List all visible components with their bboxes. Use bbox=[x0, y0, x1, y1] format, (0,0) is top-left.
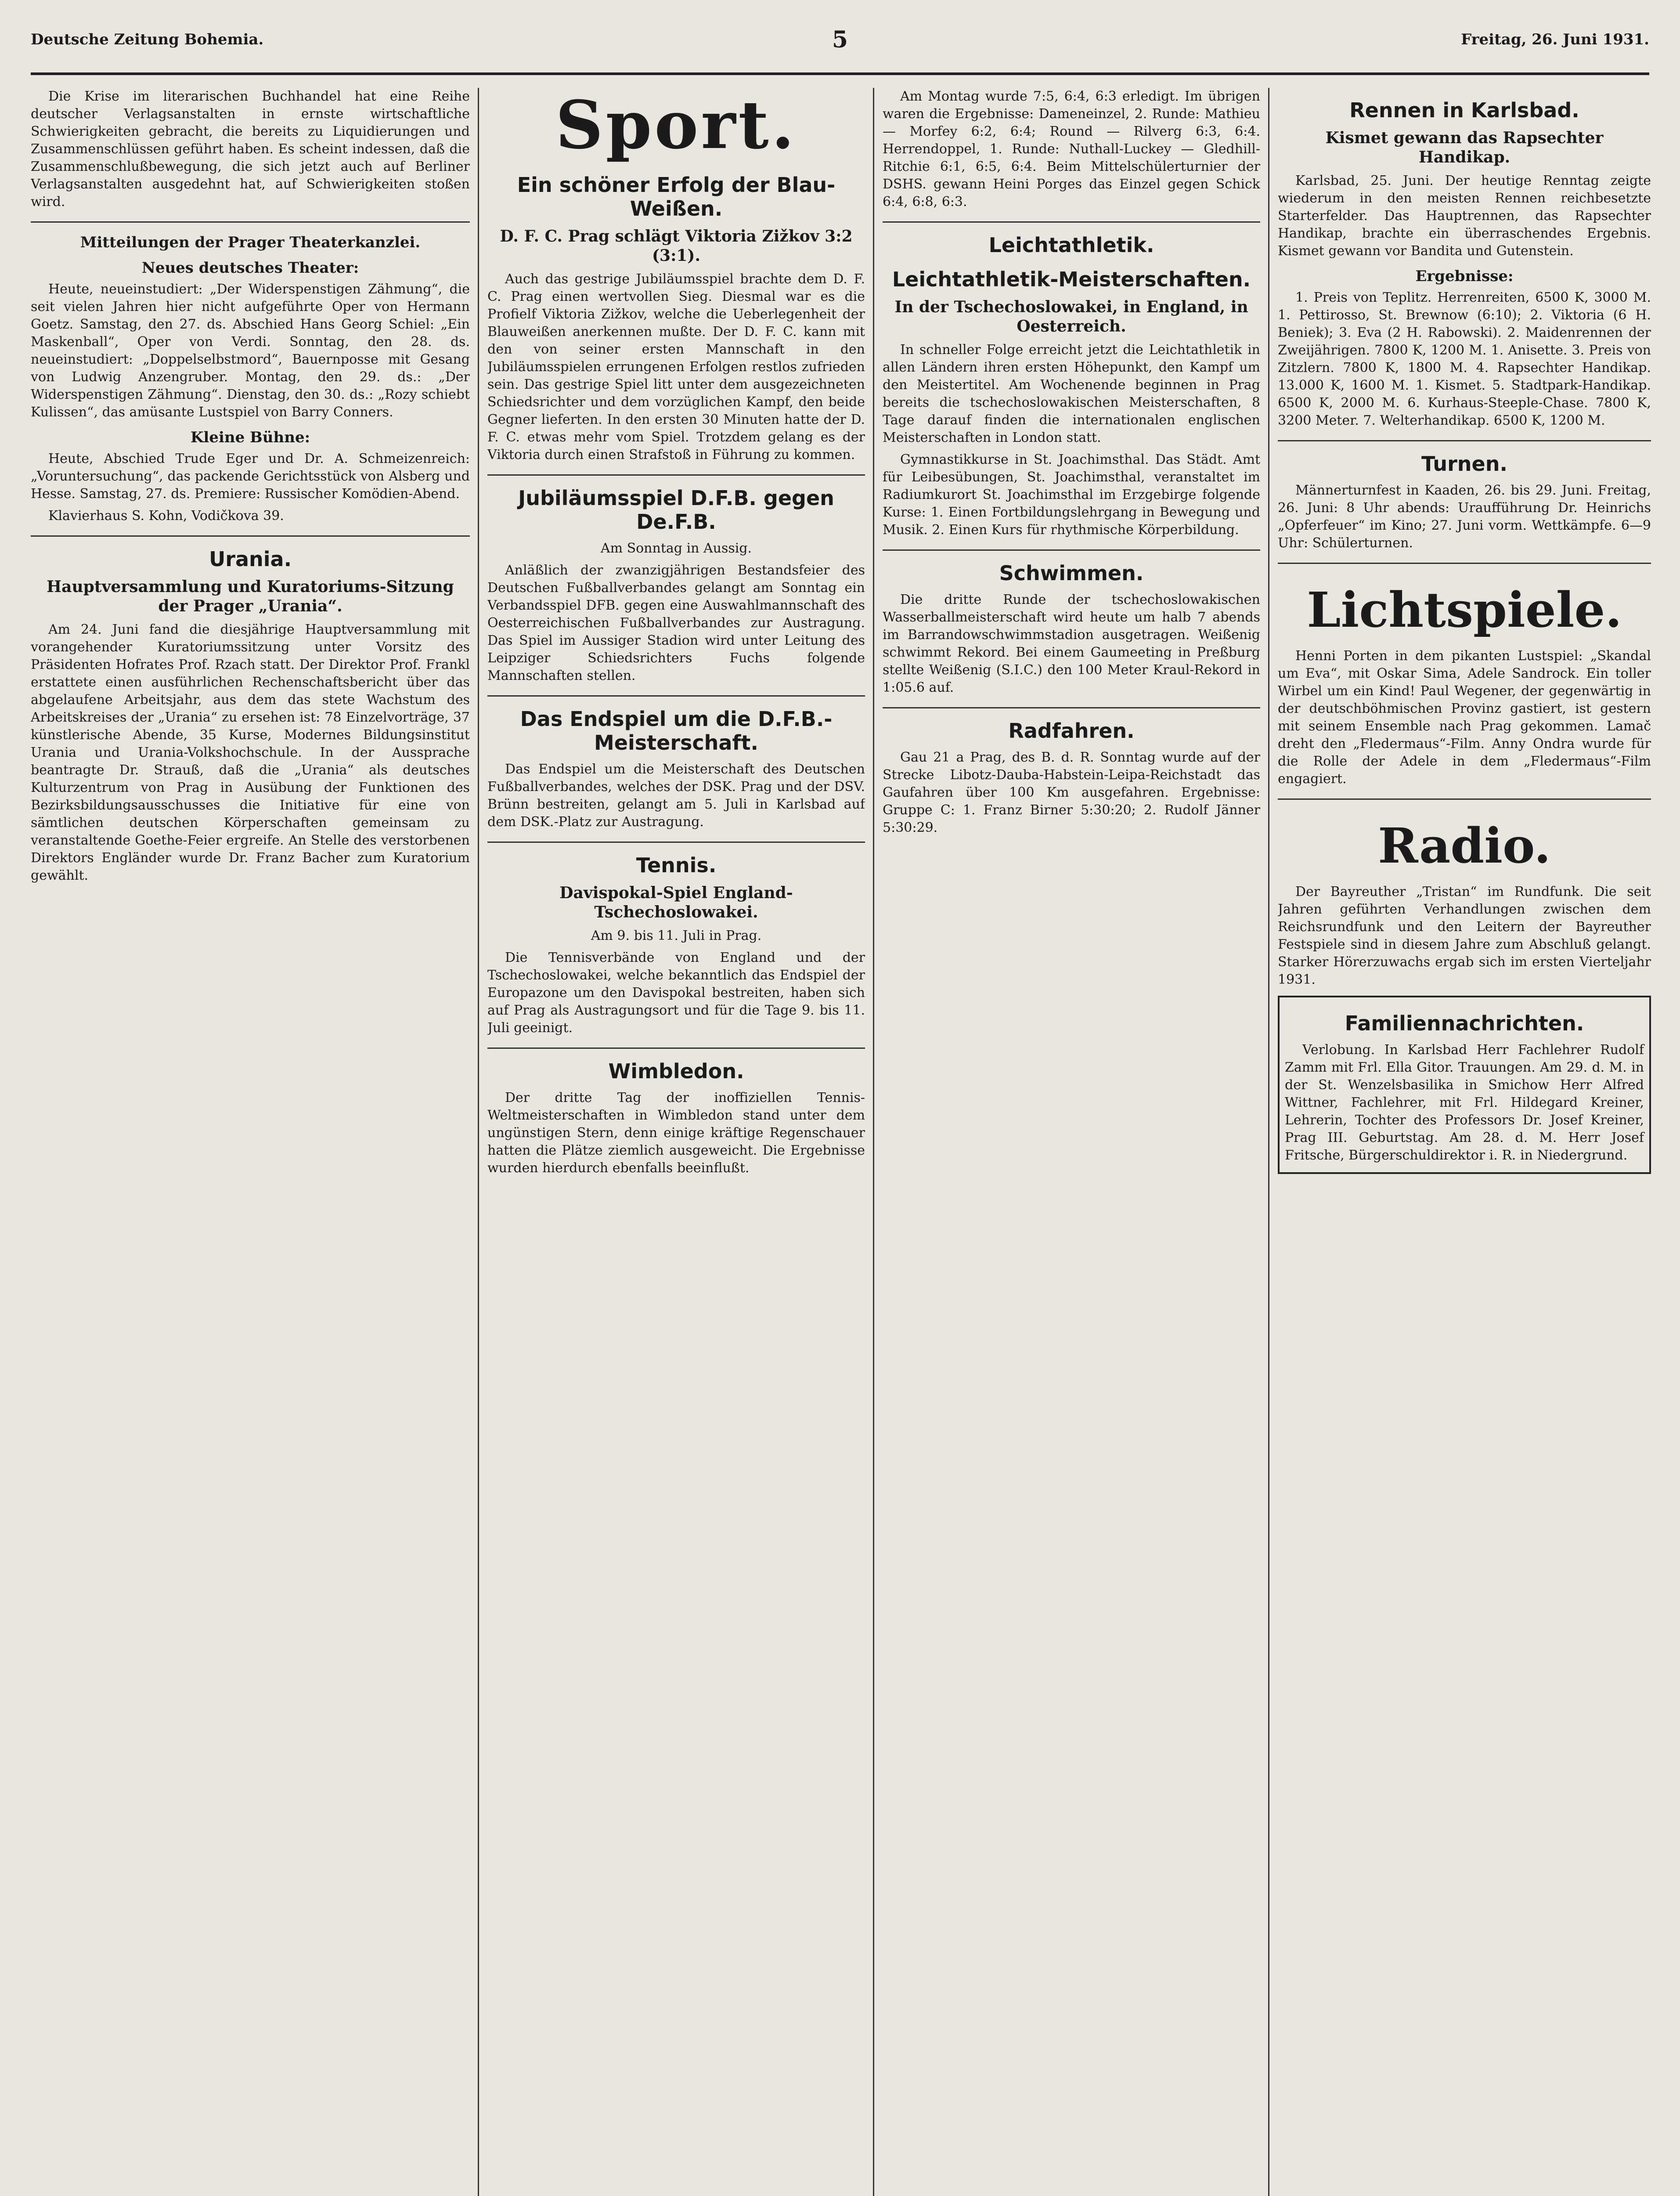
section-heading: Lichtspiele. bbox=[1307, 582, 1622, 638]
section-heading: Turnen. bbox=[1421, 452, 1507, 476]
section-heading: Leichtathletik. bbox=[988, 233, 1154, 257]
subheading: Kleine Bühne: bbox=[190, 429, 310, 446]
article-intro: Die Krise im literarischen Buchhandel hat eine Reihe deutscher Verlagsanstalten in ernste wirtschaftliche Schwierigkeiten gebracht, die bereits zu Liquidierungen und Zusammenschlüssen geführt haben. Es scheint indessen, daß die Zusammenschlußbewegung, die sich jetzt auch auf Berliner Verlagsanstalten ausgedehnt hat, auf Schwierigkeiten stoßen wird. bbox=[31, 89, 470, 209]
newspaper-title: Deutsche Zeitung Bohemia. bbox=[31, 31, 264, 48]
subheading: Am 9. bis 11. Juli in Prag. bbox=[591, 928, 762, 943]
sport-masthead: Sport. bbox=[555, 88, 797, 164]
subheading: Ergebnisse: bbox=[1415, 267, 1514, 285]
subheading: Davispokal-Spiel England-Tschechoslowakei. bbox=[559, 884, 793, 921]
article-text: Der Bayreuther „Tristan“ im Rundfunk. Die seit Jahren geführten Verhandlungen zwischen dem Reichsrundfunk und den Leitern der Bayreuther Festspiele sind in diesem Jahre zum Abschluß gelangt. Starker Hörerzuwachs ergab sich im ersten Vierteljahr 1931. bbox=[1278, 884, 1651, 987]
family-news-box bbox=[1278, 996, 1651, 1174]
column-1 bbox=[31, 88, 470, 2196]
divider bbox=[487, 474, 865, 476]
section-heading: Radio. bbox=[1378, 817, 1551, 874]
column-divider bbox=[1268, 88, 1269, 2196]
running-header bbox=[31, 26, 1649, 66]
column-2 bbox=[487, 88, 865, 2196]
divider bbox=[1278, 798, 1651, 800]
article-text: Die dritte Runde der tschechoslowakischen Wasserballmeisterschaft wird heute um halb 7 abends im Barrandowschwimmstadion ausgetragen. Weißenig schwimmt Rekord. Bei einem Gaumeeting in Preßburg stellte Weißenig (S.I.C.) den 100 Meter Kraul-Rekord in 1:05.6 auf. bbox=[883, 592, 1260, 695]
article-text: In schneller Folge erreicht jetzt die Leichtathletik in allen Ländern ihren ersten Höhepunkt, den Kampf um den Meistertitel. Am Wochenende beginnen in Prag bereits die tschechoslowakischen Meisterschaften, 8 Tage darauf finden die internationalen englischen Meisterschaften in London statt. bbox=[883, 342, 1260, 445]
article-text: Männerturnfest in Kaaden, 26. bis 29. Juni. Freitag, 26. Juni: 8 Uhr abends: Uraufführung Dr. Heinrichs „Opferfeuer“ im Kino; 27. Juni vorm. Wettkämpfe. 6—9 Uhr: Schülerturnen. bbox=[1278, 483, 1651, 551]
subheading: Neues deutsches Theater: bbox=[141, 259, 359, 277]
divider bbox=[487, 842, 865, 843]
section-heading: Radfahren. bbox=[1008, 719, 1135, 743]
headline: Leichtathletik-Meisterschaften. bbox=[892, 267, 1251, 291]
page-number: 5 bbox=[832, 26, 848, 53]
section-heading: Schwimmen. bbox=[999, 561, 1144, 585]
article-text: Heute, neueinstudiert: „Der Widerspenstigen Zähmung“, die seit vielen Jahren hier nicht aufgeführte Oper von Hermann Goetz. Samstag, den 27. ds. Abschied Hans Georg Schiel: „Ein Maskenball“, Oper von Verdi. Sonntag, den 28. ds. neueinstudiert: „Doppelselbstmord“, Bauernposse mit Gesang von Ludwig Anzengruber. Montag, den 29. ds.: „Der Widerspenstigen Zähmung“. Dienstag, den 30. ds.: „Rozy schiebt Kulissen“, das amüsante Lustspiel von Barry Conners. bbox=[31, 282, 470, 420]
divider bbox=[31, 221, 470, 223]
subheading: In der Tschechoslowakei, in England, in Oesterreich. bbox=[894, 298, 1248, 336]
divider bbox=[1278, 440, 1651, 441]
section-heading: Rennen in Karlsbad. bbox=[1349, 98, 1579, 122]
subheading: Hauptversammlung und Kuratoriums-Sitzung der Prager „Urania“. bbox=[47, 578, 454, 615]
divider bbox=[487, 1047, 865, 1049]
issue-date: Freitag, 26. Juni 1931. bbox=[1461, 31, 1649, 48]
article-text: Gau 21 a Prag, des B. d. R. Sonntag wurde auf der Strecke Libotz-Dauba-Habstein-Leipa-Reichstadt das Gaufahren über 100 Km ausgefahren. Ergebnisse: Gruppe C: 1. Franz Birner 5:30:20; 2. Rudolf Jänner 5:30:29. bbox=[883, 750, 1260, 835]
header-rule bbox=[31, 72, 1649, 75]
subheading: D. F. C. Prag schlägt Viktoria Zižkov 3:2 (3:1). bbox=[500, 227, 853, 265]
article-text: Gymnastikkurse in St. Joachimsthal. Das Städt. Amt für Leibesübungen, St. Joachimsthal, veranstaltet im Radiumkurort St. Joachimsthal im Erzgebirge folgende Kurse: 1. Einen Fortbildungslehrgang in Bewegung und Musik. 2. Einen Kurs für rhythmische Körperbildung. bbox=[883, 452, 1260, 538]
article-text: Auch das gestrige Jubiläumsspiel brachte dem D. F. C. Prag einen wertvollen Sieg. Diesmal war es die Profielf Viktoria Zižkov, welche die Ueberlegenheit der Blauweißen anerkennen mußte. Der D. F. C. kann mit den von seiner ersten Mannschaft in den Jubiläumsspielen errungenen Erfolgen restlos zufrieden sein. Das gestrige Spiel litt unter dem ausgezeichneten Schiedsrichter und dem vorzüglichen Kampf, den beide Gegner lieferten. In den ersten 30 Minuten hatte der D. F. C. etwas mehr vom Spiel. Trotzdem gelang es der Viktoria durch einen Strafstoß in Führung zu kommen. bbox=[487, 271, 865, 462]
divider bbox=[31, 535, 470, 537]
article-text: Verlobung. In Karlsbad Herr Fachlehrer Rudolf Zamm mit Frl. Ella Gitor. Trauungen. Am 29. d. M. in der St. Wenzelsbasilika in Smichow Herr Alfred Wittner, Fachlehrer, mit Frl. Hildegard Kreiner, Lehrerin, Tochter des Professors Dr. Josef Kreiner, Prag III. Geburtstag. Am 28. d. M. Herr Josef Fritsche, Bürgerschuldirektor i. R. in Niedergrund. bbox=[1285, 1042, 1644, 1163]
section-heading: Urania. bbox=[209, 547, 292, 571]
column-3 bbox=[883, 88, 1260, 2196]
article-text: Anläßlich der zwanzigjährigen Bestandsfeier des Deutschen Fußballverbandes gelangt am Sonntag ein Verbandsspiel DFB. gegen eine Auswahlmannschaft des Oesterreichischen Fußballverbandes zur Austragung. Das Spiel im Aussiger Stadion wird unter Leitung des Leipziger Schiedsrichters Fuchs folgende Mannschaften stellen. bbox=[487, 563, 865, 683]
article-text: Am Montag wurde 7:5, 6:4, 6:3 erledigt. Im übrigen waren die Ergebnisse: Dameneinzel, 2. Runde: Mathieu — Morfey 6:2, 6:4; Round — Rilverg 6:3, 6:4. Herrendoppel, 1. Runde: Nuthall-Luckey — Gledhill-Ritchie 6:1, 6:5, 6:4. Beim Mittelschülerturnier der DSHS. gewann Heini Porges das Einzel gegen Schick 6:4, 6:8, 6:3. bbox=[883, 89, 1260, 209]
subheading: Am Sonntag in Aussig. bbox=[600, 541, 752, 556]
article-text: 1. Preis von Teplitz. Herrenreiten, 6500 K, 3000 M. 1. Pettirosso, St. Brewnow (6:10); 2. Viktoria (6 H. Beniek); 3. Eva (2 H. Rabowski). 2. Maidenrennen der Zweijährigen. 7800 K, 1200 M. 1. Anisette. 3. Preis von Zitzlern. 7800 K, 1800 M. 4. Rapsechter Handikap. 13.000 K, 1600 M. 1. Kismet. 5. Stadtpark-Handikap. 6500 K, 2000 M. 6. Kurhaus-Steeple-Chase. 7800 K, 3200 Meter. 7. Welterhandikap. 6500 K, 1200 M. bbox=[1278, 290, 1651, 428]
headline: Ein schöner Erfolg der Blau-Weißen. bbox=[517, 173, 836, 220]
column-divider bbox=[478, 88, 479, 2196]
article-text: Am 24. Juni fand die diesjährige Hauptversammlung mit vorangehender Kuratoriumssitzung unter Vorsitz des Präsidenten Hofrates Prof. Rzach statt. Der Direktor Prof. Frankl erstattete einen ausführlichen Rechenschaftsbericht über das abgelaufene Arbeitsjahr, aus dem das stete Wachstum des Arbeitskreises der „Urania“ zu ersehen ist: 78 Einzelvorträge, 37 künstlerische Abende, 35 Kurse, Modernes Bildungsinstitut Urania und Urania-Volkshochschule. In der Aussprache beantragte Dr. Strauß, daß die „Urania“ als deutsches Kulturzentrum von Prag in Ausübung der Funktionen des Bezirksbildungsausschusses die Initiative für eine von sämtlichen deutschen Körperschaften gemeinsam zu veranstaltende Goethe-Feier ergreife. An Stelle des verstorbenen Direktors Engländer wurde Dr. Franz Bacher zum Kuratorium gewählt. bbox=[31, 622, 470, 883]
section-heading: Familiennachrichten. bbox=[1345, 1011, 1584, 1035]
divider bbox=[487, 695, 865, 697]
divider bbox=[883, 707, 1260, 708]
column-4 bbox=[1278, 88, 1651, 2196]
article-text: Klavierhaus S. Kohn, Vodičkova 39. bbox=[48, 508, 284, 524]
article-text: Henni Porten in dem pikanten Lustspiel: „Skandal um Eva“, mit Oskar Sima, Adele Sandrock. Ein toller Wirbel um ein Kind! Paul Wegener, der gegenwärtig in der deutschböhmischen Provinz gastiert, ist gestern mit seinem Ensemble nach Prag gekommen. Lamač dreht den „Fledermaus“-Film. Anny Ondra wurde für die Rolle der Adele in dem „Fledermaus“-Film engagiert. bbox=[1278, 648, 1651, 787]
subheading: Kismet gewann das Rapsechter Handikap. bbox=[1325, 129, 1604, 166]
article-text: Heute, Abschied Trude Eger und Dr. A. Schmeizenreich: „Voruntersuchung“, das packende Gerichtsstück von Alsberg und Hesse. Samstag, 27. ds. Premiere: Russischer Komödien-Abend. bbox=[31, 451, 470, 502]
divider bbox=[1278, 563, 1651, 564]
article-text: Die Tennisverbände von England und der Tschechoslowakei, welche bekanntlich das Endspiel der Europazone um den Davispokal bestreiten, haben sich auf Prag als Austragungsort und für die Tage 9. bis 11. Juli geeinigt. bbox=[487, 950, 865, 1036]
divider bbox=[883, 221, 1260, 223]
headline: Das Endspiel um die D.F.B.-Meisterschaft. bbox=[520, 707, 833, 755]
article-text: Karlsbad, 25. Juni. Der heutige Renntag zeigte wiederum in den meisten Rennen reichbesetzte Starterfelder. Das Hauptrennen, das Rapsechter Handikap, brachte ein überraschendes Ergebnis. Kismet gewann vor Bandita und Gutenstein. bbox=[1278, 173, 1651, 259]
column-divider bbox=[873, 88, 874, 2196]
divider bbox=[883, 549, 1260, 551]
section-heading: Tennis. bbox=[636, 853, 717, 877]
section-heading: Wimbledon. bbox=[608, 1059, 744, 1083]
headline: Jubiläumsspiel D.F.B. gegen De.F.B. bbox=[518, 486, 834, 534]
article-text: Das Endspiel um die Meisterschaft des Deutschen Fußballverbandes, welches der DSK. Prag und der DSV. Brünn bestreiten, gelangt am 5. Juli in Karlsbad auf dem DSK.-Platz zur Austragung. bbox=[487, 762, 865, 830]
section-heading: Mitteilungen der Prager Theaterkanzlei. bbox=[80, 234, 421, 251]
article-text: Der dritte Tag der inoffiziellen Tennis-Weltmeisterschaften in Wimbledon stand unter dem ungünstigen Stern, denn einige kräftige Regenschauer hatten die Plätze ziemlich ausgeweicht. Die Ergebnisse wurden hierdurch ebenfalls beeinflußt. bbox=[487, 1090, 865, 1176]
